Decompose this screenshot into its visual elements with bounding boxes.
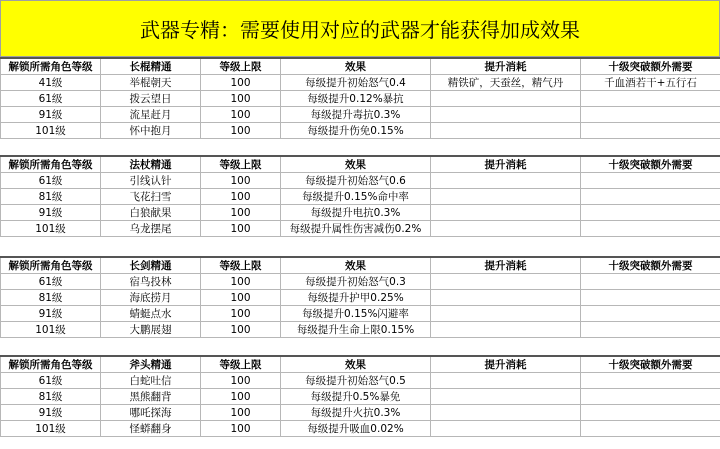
effect-cell[interactable]: 每级提升初始怒气0.6 [281,173,431,189]
skill-name-cell[interactable]: 蜻蜓点水 [101,306,201,322]
level-cell[interactable]: 101级 [1,221,101,237]
header-weapon-mastery[interactable]: 斧头精通 [101,356,201,373]
table-row [1,306,720,322]
level-cell[interactable]: 101级 [1,123,101,139]
mastery-table [0,256,720,338]
header-unlock-level[interactable]: 解锁所需角色等级 [1,356,101,373]
effect-cell[interactable]: 每级提升属性伤害减伤0.2% [281,221,431,237]
breakthrough-cell[interactable] [581,274,720,290]
breakthrough-cell[interactable] [581,373,720,389]
cost-cell[interactable] [431,221,581,237]
effect-cell[interactable]: 每级提升0.15%命中率 [281,189,431,205]
cost-cell[interactable] [431,91,581,107]
table-row [1,274,720,290]
breakthrough-cell[interactable] [581,306,720,322]
cost-cell[interactable] [431,173,581,189]
level-cell[interactable]: 61级 [1,91,101,107]
level-cell[interactable]: 61级 [1,373,101,389]
header-effect[interactable]: 效果 [281,58,431,75]
breakthrough-cell[interactable] [581,123,720,139]
skill-name-cell[interactable]: 怪蟒翻身 [101,421,201,437]
level-cap-cell[interactable]: 100 [201,373,281,389]
mastery-table [0,355,720,437]
effect-cell[interactable]: 每级提升伤免0.15% [281,123,431,139]
breakthrough-cell[interactable] [581,205,720,221]
level-cap-cell[interactable]: 100 [201,205,281,221]
level-cap-cell[interactable]: 100 [201,221,281,237]
cost-cell[interactable] [431,205,581,221]
effect-cell[interactable]: 每级提升火抗0.3% [281,405,431,421]
level-cell[interactable]: 61级 [1,274,101,290]
breakthrough-cell[interactable] [581,107,720,123]
level-cell[interactable]: 101级 [1,421,101,437]
skill-name-cell[interactable]: 白蛇吐信 [101,373,201,389]
header-effect[interactable]: 效果 [281,156,431,173]
level-cap-cell[interactable]: 100 [201,290,281,306]
breakthrough-cell[interactable] [581,173,720,189]
skill-name-cell[interactable]: 哪吒探海 [101,405,201,421]
breakthrough-cell[interactable] [581,221,720,237]
level-cell[interactable]: 91级 [1,306,101,322]
cost-cell[interactable] [431,421,581,437]
skill-name-cell[interactable]: 举棍朝天 [101,75,201,91]
breakthrough-cell[interactable] [581,389,720,405]
mastery-table [0,57,720,139]
level-cap-cell[interactable]: 100 [201,75,281,91]
header-row [1,257,720,274]
header-row [1,156,720,173]
header-weapon-mastery[interactable]: 长棍精通 [101,58,201,75]
skill-name-cell[interactable]: 黑熊翻背 [101,389,201,405]
header-weapon-mastery[interactable]: 法杖精通 [101,156,201,173]
header-level-cap[interactable]: 等级上限 [201,257,281,274]
header-row [1,58,720,75]
header-effect[interactable]: 效果 [281,356,431,373]
level-cap-cell[interactable]: 100 [201,107,281,123]
table-row [1,221,720,237]
header-level-cap[interactable]: 等级上限 [201,156,281,173]
table-row [1,75,720,91]
skill-name-cell[interactable]: 宿鸟投林 [101,274,201,290]
header-cost[interactable]: 提升消耗 [431,58,581,75]
effect-cell[interactable]: 每级提升电抗0.3% [281,205,431,221]
level-cap-cell[interactable]: 100 [201,405,281,421]
breakthrough-cell[interactable] [581,189,720,205]
header-breakthrough[interactable]: 十级突破额外需要 [581,356,720,373]
cost-cell[interactable] [431,274,581,290]
effect-cell[interactable]: 每级提升初始怒气0.4 [281,75,431,91]
table-row [1,107,720,123]
skill-name-cell[interactable]: 引线认针 [101,173,201,189]
table-row [1,290,720,306]
title-banner [0,0,720,57]
skill-name-cell[interactable]: 白狼献果 [101,205,201,221]
effect-cell[interactable]: 每级提升0.5%暴免 [281,389,431,405]
table-row [1,389,720,405]
effect-cell[interactable]: 每级提升0.12%暴抗 [281,91,431,107]
level-cap-cell[interactable]: 100 [201,91,281,107]
cost-cell[interactable] [431,107,581,123]
table-row [1,91,720,107]
level-cap-cell[interactable]: 100 [201,322,281,338]
table-row [1,189,720,205]
header-breakthrough[interactable]: 十级突破额外需要 [581,156,720,173]
level-cell[interactable]: 91级 [1,107,101,123]
skill-name-cell[interactable]: 拨云望日 [101,91,201,107]
cost-cell[interactable] [431,290,581,306]
cost-cell[interactable] [431,389,581,405]
effect-cell[interactable]: 每级提升吸血0.02% [281,421,431,437]
header-unlock-level[interactable]: 解锁所需角色等级 [1,58,101,75]
skill-name-cell[interactable]: 飞花扫雪 [101,189,201,205]
table-row [1,322,720,338]
skill-name-cell[interactable]: 海底捞月 [101,290,201,306]
header-level-cap[interactable]: 等级上限 [201,356,281,373]
table-row [1,123,720,139]
cost-cell[interactable] [431,123,581,139]
effect-cell[interactable]: 每级提升毒抗0.3% [281,107,431,123]
header-row [1,356,720,373]
table-row [1,205,720,221]
cost-cell[interactable] [431,373,581,389]
level-cap-cell[interactable]: 100 [201,306,281,322]
level-cell[interactable]: 81级 [1,189,101,205]
skill-name-cell[interactable]: 怀中抱月 [101,123,201,139]
table-row [1,405,720,421]
level-cell[interactable]: 61级 [1,173,101,189]
table-row [1,421,720,437]
effect-cell[interactable]: 每级提升初始怒气0.3 [281,274,431,290]
breakthrough-cell[interactable] [581,91,720,107]
cost-cell[interactable] [431,306,581,322]
level-cap-cell[interactable]: 100 [201,189,281,205]
header-unlock-level[interactable]: 解锁所需角色等级 [1,156,101,173]
level-cell[interactable]: 81级 [1,389,101,405]
page-title: 武器专精：需要使用对应的武器才能获得加成效果 [140,18,580,42]
header-unlock-level[interactable]: 解锁所需角色等级 [1,257,101,274]
mastery-table [0,155,720,237]
breakthrough-cell[interactable] [581,405,720,421]
cost-cell[interactable]: 精铁矿，天蚕丝，精气丹 [431,75,581,91]
header-breakthrough[interactable]: 十级突破额外需要 [581,257,720,274]
breakthrough-cell[interactable] [581,421,720,437]
header-effect[interactable]: 效果 [281,257,431,274]
level-cap-cell[interactable]: 100 [201,123,281,139]
header-cost[interactable]: 提升消耗 [431,356,581,373]
level-cap-cell[interactable]: 100 [201,421,281,437]
effect-cell[interactable]: 每级提升护甲0.25% [281,290,431,306]
breakthrough-cell[interactable] [581,322,720,338]
level-cell[interactable]: 91级 [1,205,101,221]
level-cell[interactable]: 41级 [1,75,101,91]
effect-cell[interactable]: 每级提升初始怒气0.5 [281,373,431,389]
cost-cell[interactable] [431,405,581,421]
level-cell[interactable]: 101级 [1,322,101,338]
header-cost[interactable]: 提升消耗 [431,257,581,274]
skill-name-cell[interactable]: 流星赶月 [101,107,201,123]
skill-name-cell[interactable]: 大鹏展翅 [101,322,201,338]
effect-cell[interactable]: 每级提升生命上限0.15% [281,322,431,338]
level-cap-cell[interactable]: 100 [201,274,281,290]
level-cap-cell[interactable]: 100 [201,389,281,405]
header-cost[interactable]: 提升消耗 [431,156,581,173]
header-breakthrough[interactable]: 十级突破额外需要 [581,58,720,75]
table-row [1,373,720,389]
cost-cell[interactable] [431,322,581,338]
level-cap-cell[interactable]: 100 [201,173,281,189]
level-cell[interactable]: 91级 [1,405,101,421]
header-level-cap[interactable]: 等级上限 [201,58,281,75]
breakthrough-cell[interactable]: 千血酒若干+五行石 [581,75,720,91]
level-cell[interactable]: 81级 [1,290,101,306]
skill-name-cell[interactable]: 乌龙摆尾 [101,221,201,237]
table-row [1,173,720,189]
effect-cell[interactable]: 每级提升0.15%闪避率 [281,306,431,322]
header-weapon-mastery[interactable]: 长剑精通 [101,257,201,274]
cost-cell[interactable] [431,189,581,205]
breakthrough-cell[interactable] [581,290,720,306]
